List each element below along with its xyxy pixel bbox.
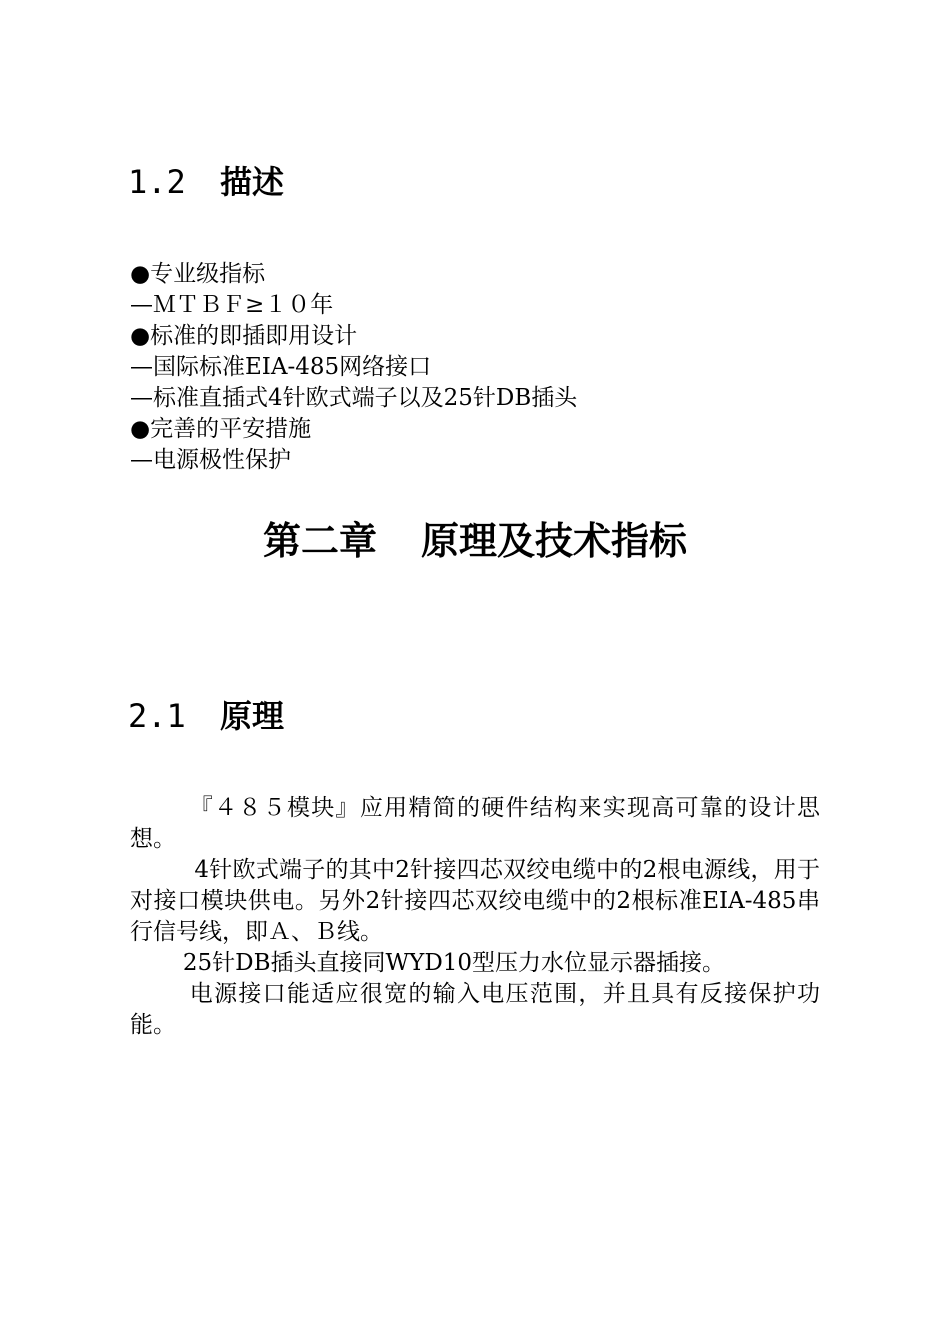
feature-item: —ＭＴＢＦ≥１０年: [130, 292, 334, 318]
feature-item: ●标准的即插即用设计: [130, 323, 358, 349]
paragraph: 4针欧式端子的其中2针接四芯双绞电缆中的2根电源线，用于对接口模块供电。另外2针接四芯双绞电缆中的2根标准EIA-485串行信号线，即Ａ、Ｂ线。: [130, 857, 820, 945]
feature-item: —国际标准EIA-485网络接口: [130, 354, 432, 380]
section-title: 描述: [220, 163, 285, 201]
chapter-label: 第二章: [262, 519, 377, 563]
section-title: 原理: [220, 697, 285, 735]
paragraph: 25针DB插头直接同WYD10型压力水位显示器插接。: [182, 950, 726, 976]
section-heading-2-1: [128, 696, 284, 736]
paragraph: 『４８５模块』应用精简的硬件结构来实现高可靠的设计思想。: [130, 795, 820, 852]
feature-item: ●完善的平安措施: [130, 416, 312, 442]
section-number: 2.1: [128, 697, 186, 735]
chapter-title: 原理及技术指标: [421, 519, 688, 563]
chapter-heading: [0, 518, 950, 564]
feature-item: —电源极性保护: [130, 447, 291, 473]
feature-item: ●专业级指标: [130, 261, 266, 287]
body-text: [130, 793, 820, 1041]
feature-list: [130, 259, 577, 476]
section-number: 1.2: [128, 163, 186, 201]
paragraph: 电源接口能适应很宽的输入电压范围，并且具有反接保护功能。: [130, 981, 820, 1038]
section-heading-1-2: [128, 162, 284, 202]
feature-item: —标准直插式4针欧式端子以及25针DB插头: [130, 385, 578, 411]
